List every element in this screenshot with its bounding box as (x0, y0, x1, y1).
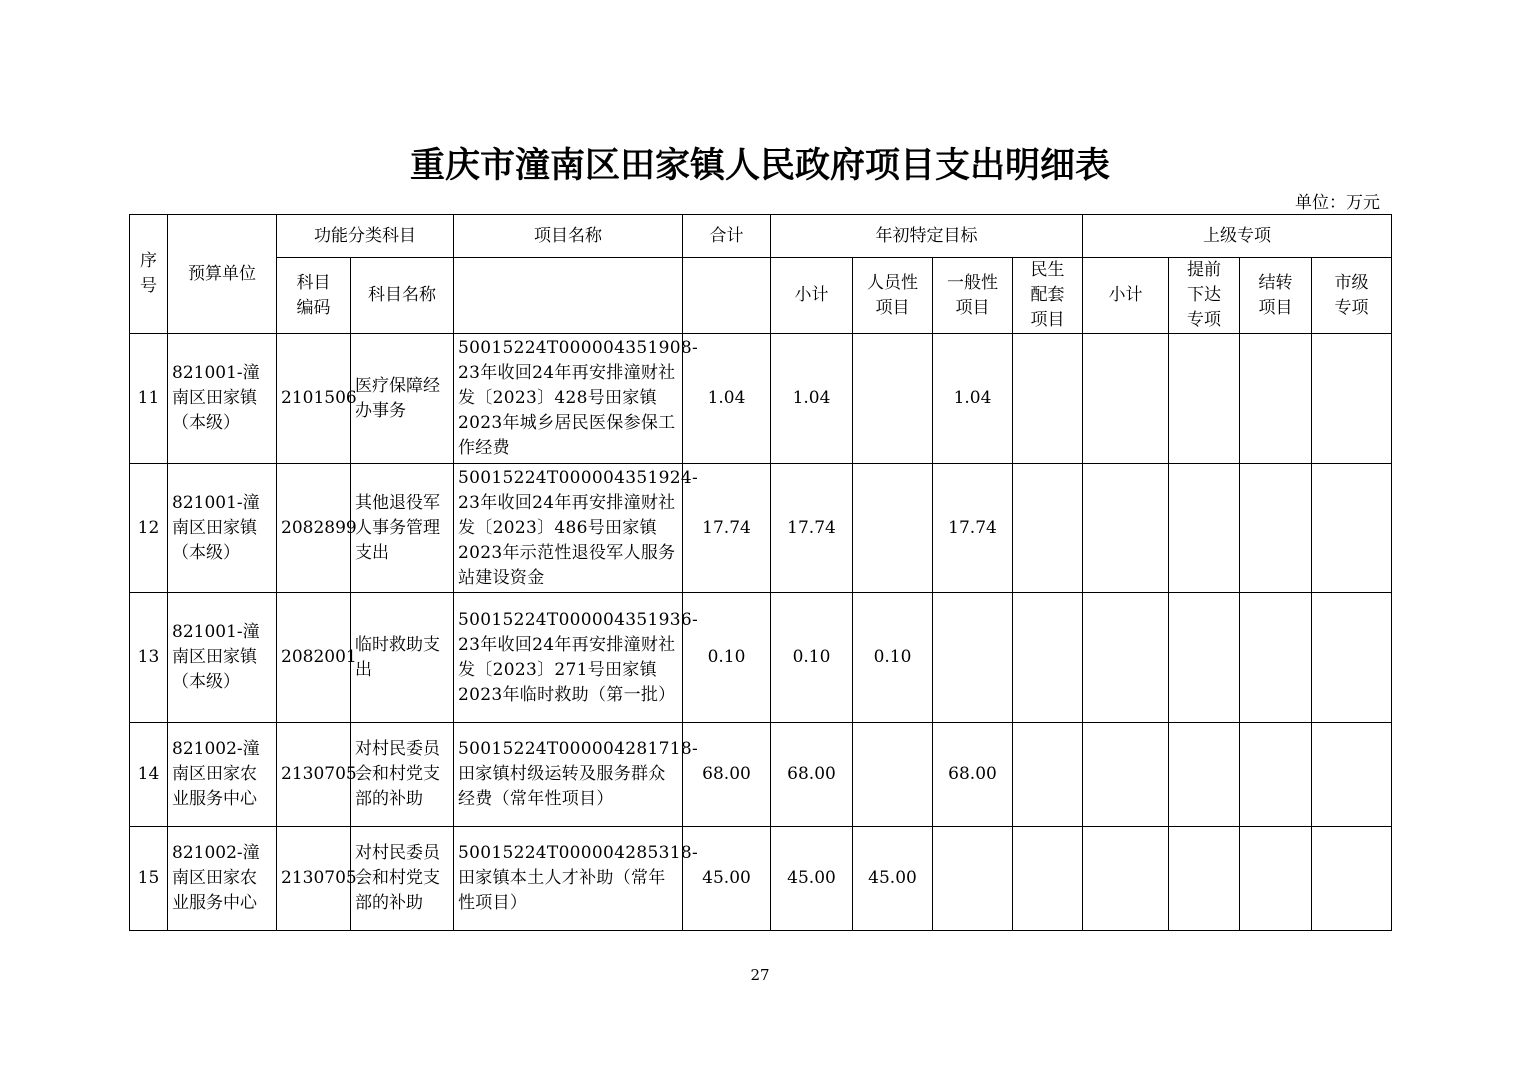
header-city: 市级专项 (1312, 258, 1392, 334)
cell-advance (1169, 723, 1240, 827)
cell-carryover (1240, 334, 1312, 464)
cell-general: 68.00 (933, 723, 1013, 827)
cell-project: 50015224T000004351908-23年收回24年再安排潼财社发〔2023〕428号田家镇2023年城乡居民医保参保工作经费 (454, 334, 683, 464)
cell-subject: 临时救助支出 (351, 593, 454, 723)
cell-city (1312, 464, 1392, 593)
header-annual-target: 年初特定目标 (771, 215, 1083, 258)
header-livelihood: 民生配套项目 (1013, 258, 1083, 334)
cell-seq: 12 (130, 464, 168, 593)
cell-personnel (853, 464, 933, 593)
table-row (130, 464, 1392, 593)
cell-personnel: 45.00 (853, 827, 933, 931)
cell-total: 1.04 (683, 334, 771, 464)
cell-subject: 对村民委员会和村党支部的补助 (351, 827, 454, 931)
page-title: 重庆市潼南区田家镇人民政府项目支出明细表 (409, 146, 1110, 186)
cell-city (1312, 723, 1392, 827)
cell-livelihood (1013, 723, 1083, 827)
header-carryover: 结转项目 (1240, 258, 1312, 334)
cell-unit: 821002-潼南区田家农业服务中心 (168, 723, 277, 827)
header-superior: 上级专项 (1083, 215, 1392, 258)
table-row (130, 827, 1392, 931)
header-subject-code: 科目编码 (277, 258, 351, 334)
cell-project: 50015224T000004285318-田家镇本土人才补助（常年性项目） (454, 827, 683, 931)
cell-livelihood (1013, 593, 1083, 723)
cell-subject: 对村民委员会和村党支部的补助 (351, 723, 454, 827)
cell-general (933, 593, 1013, 723)
cell-livelihood (1013, 334, 1083, 464)
cell-advance (1169, 593, 1240, 723)
cell-unit: 821001-潼南区田家镇（本级） (168, 593, 277, 723)
cell-sup-subtotal (1083, 334, 1169, 464)
cell-subtotal: 0.10 (771, 593, 853, 723)
header-advance: 提前下达专项 (1169, 258, 1240, 334)
page-number: 27 (750, 966, 770, 984)
cell-subtotal: 1.04 (771, 334, 853, 464)
cell-project: 50015224T000004281718-田家镇村级运转及服务群众经费（常年性项目） (454, 723, 683, 827)
cell-personnel: 0.10 (853, 593, 933, 723)
cell-advance (1169, 334, 1240, 464)
cell-unit: 821001-潼南区田家镇（本级） (168, 334, 277, 464)
cell-carryover (1240, 827, 1312, 931)
cell-personnel (853, 723, 933, 827)
cell-sup-subtotal (1083, 723, 1169, 827)
cell-subtotal: 68.00 (771, 723, 853, 827)
header-total-blank (683, 258, 771, 334)
cell-general (933, 827, 1013, 931)
cell-livelihood (1013, 464, 1083, 593)
cell-city (1312, 827, 1392, 931)
header-subject-name: 科目名称 (351, 258, 454, 334)
header-row-2 (130, 258, 1392, 334)
cell-project: 50015224T000004351924-23年收回24年再安排潼财社发〔2023〕486号田家镇2023年示范性退役军人服务站建设资金 (454, 464, 683, 593)
expenditure-table (129, 214, 1392, 931)
cell-seq: 11 (130, 334, 168, 464)
cell-total: 17.74 (683, 464, 771, 593)
cell-livelihood (1013, 827, 1083, 931)
cell-code: 2130705 (277, 723, 351, 827)
header-sup-subtotal: 小计 (1083, 258, 1169, 334)
cell-general: 1.04 (933, 334, 1013, 464)
header-row-1 (130, 215, 1392, 258)
cell-code: 2082001 (277, 593, 351, 723)
cell-seq: 14 (130, 723, 168, 827)
cell-code: 2101506 (277, 334, 351, 464)
header-subtotal: 小计 (771, 258, 853, 334)
cell-unit: 821001-潼南区田家镇（本级） (168, 464, 277, 593)
cell-seq: 13 (130, 593, 168, 723)
cell-subject: 医疗保障经办事务 (351, 334, 454, 464)
cell-subtotal: 17.74 (771, 464, 853, 593)
cell-city (1312, 593, 1392, 723)
cell-sup-subtotal (1083, 593, 1169, 723)
header-func-class: 功能分类科目 (277, 215, 454, 258)
cell-code: 2130705 (277, 827, 351, 931)
header-budget-unit: 预算单位 (168, 215, 277, 334)
cell-advance (1169, 464, 1240, 593)
cell-subtotal: 45.00 (771, 827, 853, 931)
cell-total: 0.10 (683, 593, 771, 723)
cell-carryover (1240, 723, 1312, 827)
header-seq: 序号 (130, 215, 168, 334)
cell-general: 17.74 (933, 464, 1013, 593)
cell-unit: 821002-潼南区田家农业服务中心 (168, 827, 277, 931)
cell-project: 50015224T000004351936-23年收回24年再安排潼财社发〔2023〕271号田家镇2023年临时救助（第一批） (454, 593, 683, 723)
cell-code: 2082899 (277, 464, 351, 593)
cell-subject: 其他退役军人事务管理支出 (351, 464, 454, 593)
cell-city (1312, 334, 1392, 464)
header-project-blank (454, 258, 683, 334)
header-personnel: 人员性项目 (853, 258, 933, 334)
header-total: 合计 (683, 215, 771, 258)
cell-sup-subtotal (1083, 827, 1169, 931)
cell-advance (1169, 827, 1240, 931)
cell-total: 68.00 (683, 723, 771, 827)
cell-carryover (1240, 464, 1312, 593)
header-general: 一般性项目 (933, 258, 1013, 334)
header-project-name: 项目名称 (454, 215, 683, 258)
table-row (130, 334, 1392, 464)
table-row (130, 593, 1392, 723)
cell-seq: 15 (130, 827, 168, 931)
cell-total: 45.00 (683, 827, 771, 931)
cell-carryover (1240, 593, 1312, 723)
table-row (130, 723, 1392, 827)
cell-personnel (853, 334, 933, 464)
unit-label: 单位：万元 (1295, 193, 1380, 213)
cell-sup-subtotal (1083, 464, 1169, 593)
